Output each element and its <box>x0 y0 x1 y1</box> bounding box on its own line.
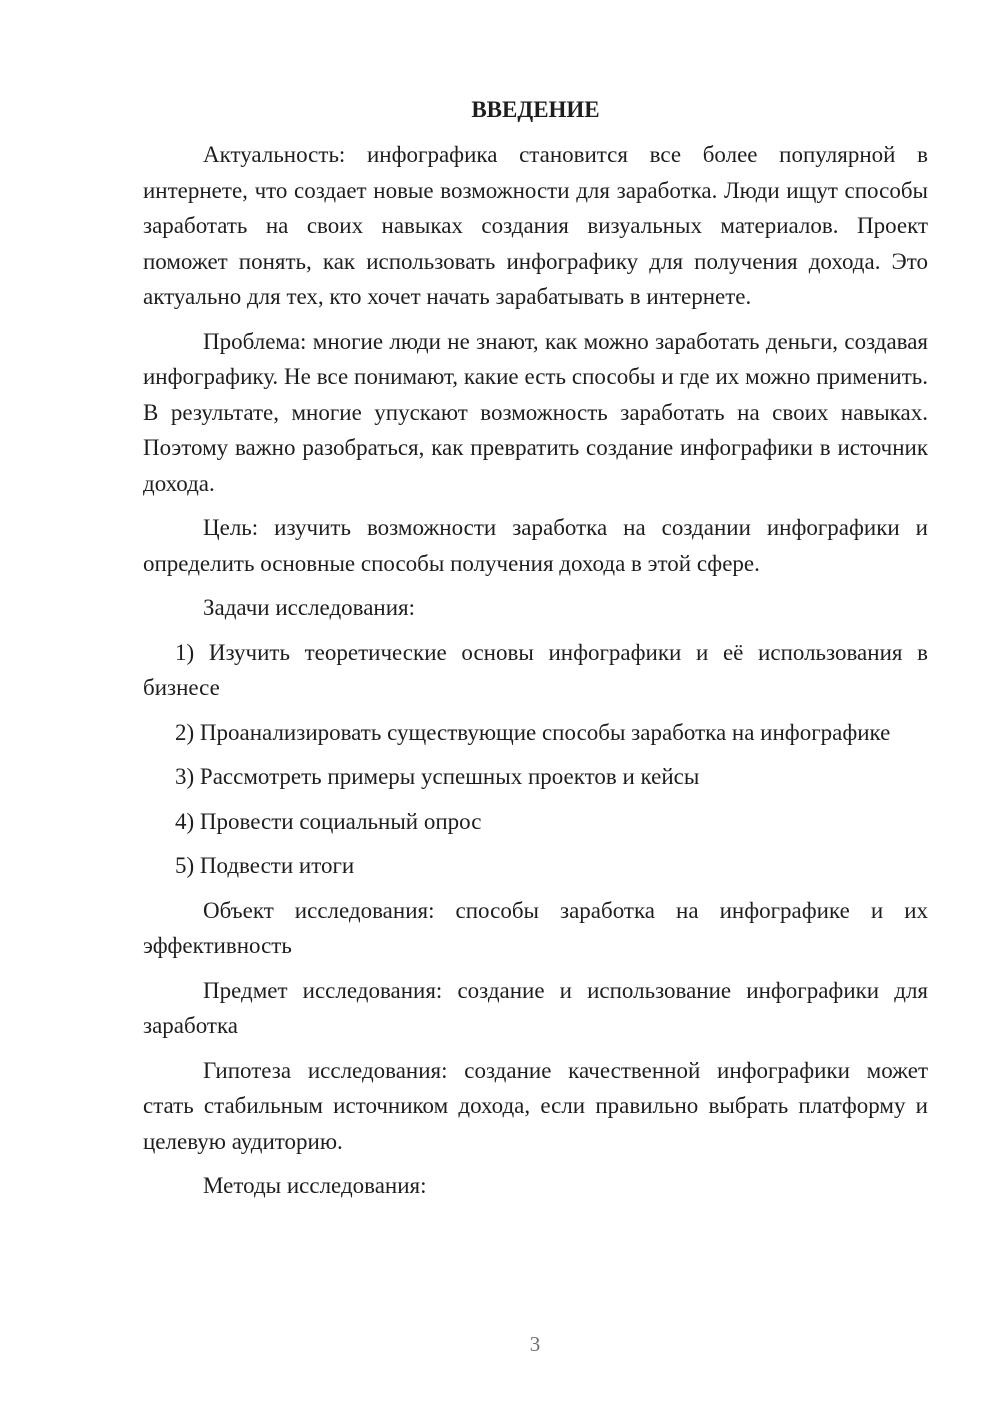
section-title: ВВЕДЕНИЕ <box>471 97 600 122</box>
paragraph-subject: Предмет исследования: создание и использование инфографики для заработка <box>143 977 928 1038</box>
paragraph-object: Объект исследования: способы заработка на инфографике и их эффективность <box>143 897 928 958</box>
paragraph-relevance: Актуальность: инфографика становится все более популярной в интернете, что создает новые возможности для заработка. Люди ищут способы заработать на своих навыках создания визуальных материалов. Проект поможет понять, как использовать инфографику для получения дохода. Это актуально для тех, кто хочет начать зарабатывать в интернете. <box>143 142 928 309</box>
paragraph-hypothesis: Гипотеза исследования: создание качественной инфографики может стать стабильным источником дохода, если правильно выбрать платформу и целевую аудиторию. <box>143 1057 928 1154</box>
task-item-5: 5) Подвести итоги <box>175 853 355 878</box>
page-number: 3 <box>529 1332 541 1356</box>
task-item-1: 1) Изучить теоретические основы инфографики и её использования в бизнесе <box>143 639 928 700</box>
task-item-3: 3) Рассмотреть примеры успешных проектов и кейсы <box>175 764 700 789</box>
paragraph-problem: Проблема: многие люди не знают, как можно заработать деньги, создавая инфографику. Не все понимают, какие есть способы и где их можно применить. В результате, многие упускают возможность заработать на своих навыках. Поэтому важно разобраться, как превратить создание инфографики в источник дохода. <box>143 328 928 496</box>
tasks-heading: Задачи исследования: <box>203 595 416 620</box>
task-item-2: 2) Проанализировать существующие способы заработка на инфографике <box>175 719 891 745</box>
page-content <box>143 92 928 1213</box>
methods-heading: Методы исследования: <box>203 1173 427 1198</box>
paragraph-goal: Цель: изучить возможности заработка на создании инфографики и определить основные способы получения дохода в этой сфере. <box>143 515 928 576</box>
task-item-4: 4) Провести социальный опрос <box>175 808 482 834</box>
